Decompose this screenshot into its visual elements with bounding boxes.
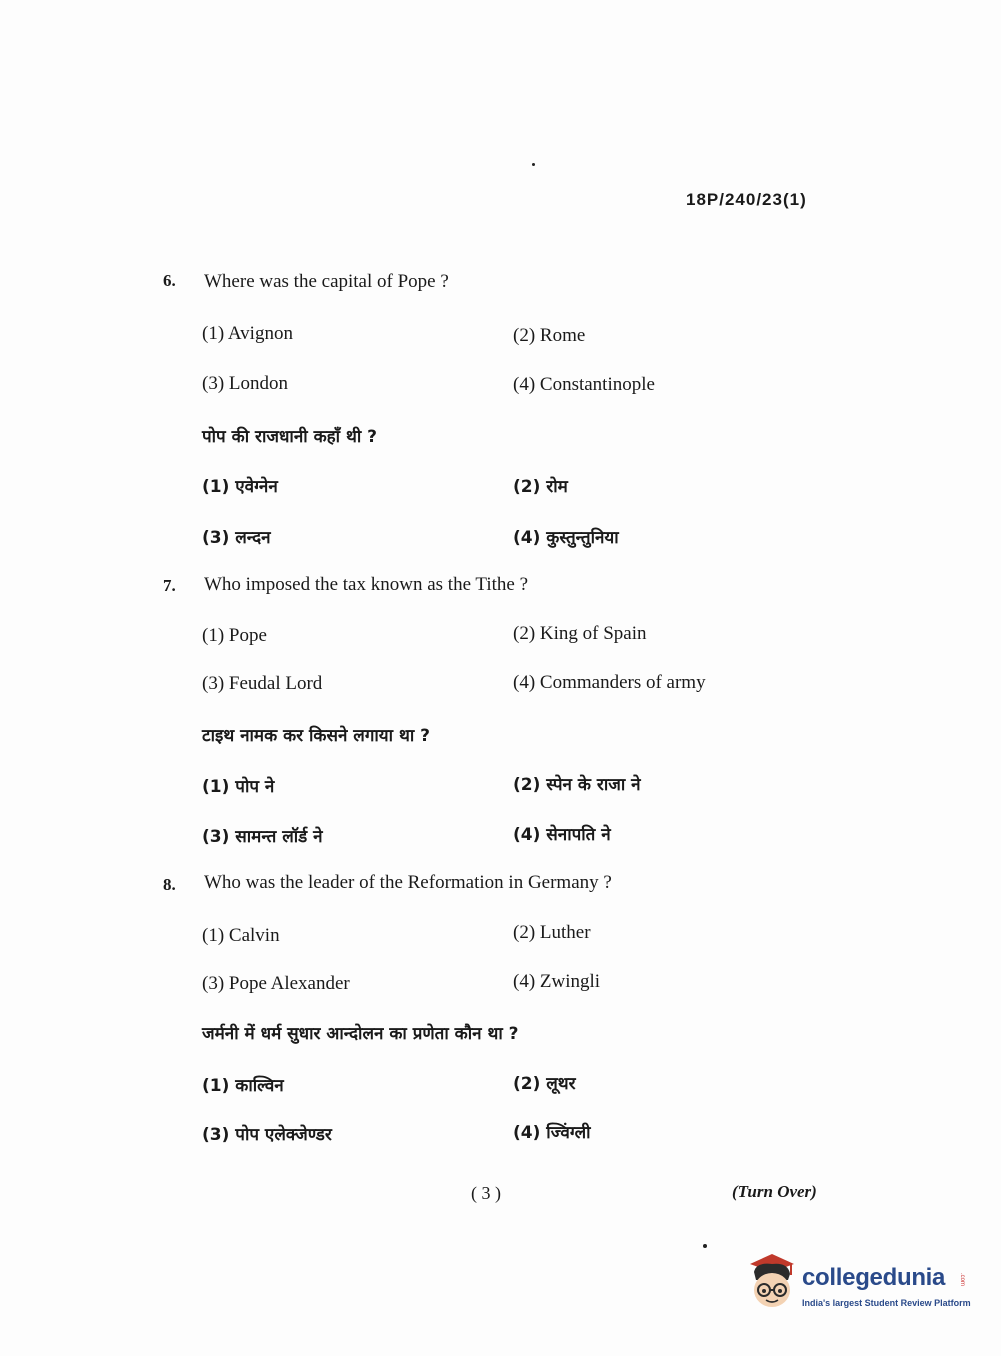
question-text-en: Where was the capital of Pope ?	[204, 271, 449, 292]
option-3-hi: (3) पोप एलेक्जेण्डर	[202, 1125, 332, 1145]
option-3-hi: (3) सामन्त लॉर्ड ने	[202, 827, 323, 847]
brand-tagline: India's largest Student Review Platform	[802, 1298, 971, 1308]
turn-over-note: (Turn Over)	[732, 1182, 817, 1201]
question-text-hi: जर्मनी में धर्म सुधार आन्दोलन का प्रणेता कौन था ?	[202, 1024, 519, 1044]
option-3-en: (3) Feudal Lord	[202, 673, 323, 694]
option-1-hi: (1) पोप ने	[202, 777, 275, 797]
scan-speck	[532, 163, 535, 166]
question-number: 6.	[163, 271, 176, 290]
option-2-hi: (2) स्पेन के राजा ने	[513, 775, 641, 795]
question-text-en: Who imposed the tax known as the Tithe ?	[204, 574, 529, 595]
brand-name: collegedunia	[802, 1264, 946, 1291]
option-1-en: (1) Calvin	[202, 925, 280, 946]
option-3-en: (3) Pope Alexander	[202, 973, 350, 994]
option-1-hi: (1) एवेग्नेन	[202, 477, 278, 497]
option-3-en: (3) London	[202, 373, 289, 394]
option-1-hi: (1) काल्विन	[202, 1076, 284, 1096]
option-2-en: (2) King of Spain	[513, 623, 647, 644]
option-4-en: (4) Zwingli	[513, 971, 601, 992]
question-text-hi: टाइथ नामक कर किसने लगाया था ?	[202, 726, 431, 746]
option-4-hi: (4) सेनापति ने	[513, 825, 611, 845]
option-4-hi: (4) ज्विंग्ली	[513, 1123, 591, 1143]
question-text-en: Who was the leader of the Reformation in Germany ?	[204, 872, 612, 893]
option-4-hi: (4) कुस्तुन्तुनिया	[513, 528, 619, 548]
option-1-en: (1) Avignon	[202, 323, 293, 344]
collegedunia-watermark	[742, 1250, 972, 1316]
question-number: 8.	[163, 875, 176, 894]
option-3-hi: (3) लन्दन	[202, 528, 271, 548]
scan-speck	[703, 1244, 707, 1248]
option-1-en: (1) Pope	[202, 625, 267, 646]
option-2-en: (2) Luther	[513, 922, 591, 943]
option-2-en: (2) Rome	[513, 325, 586, 346]
option-4-en: (4) Commanders of army	[513, 672, 706, 693]
page-number: ( 3 )	[471, 1183, 501, 1203]
brand-domain: .com	[959, 1273, 965, 1287]
option-4-en: (4) Constantinople	[513, 374, 655, 395]
question-text-hi: पोप की राजधानी कहाँ थी ?	[202, 427, 378, 447]
option-2-hi: (2) रोम	[513, 477, 568, 497]
student-mascot-icon	[742, 1250, 800, 1316]
paper-code: 18P/240/23(1)	[686, 190, 807, 209]
question-number: 7.	[163, 576, 176, 595]
option-2-hi: (2) लूथर	[513, 1074, 576, 1094]
